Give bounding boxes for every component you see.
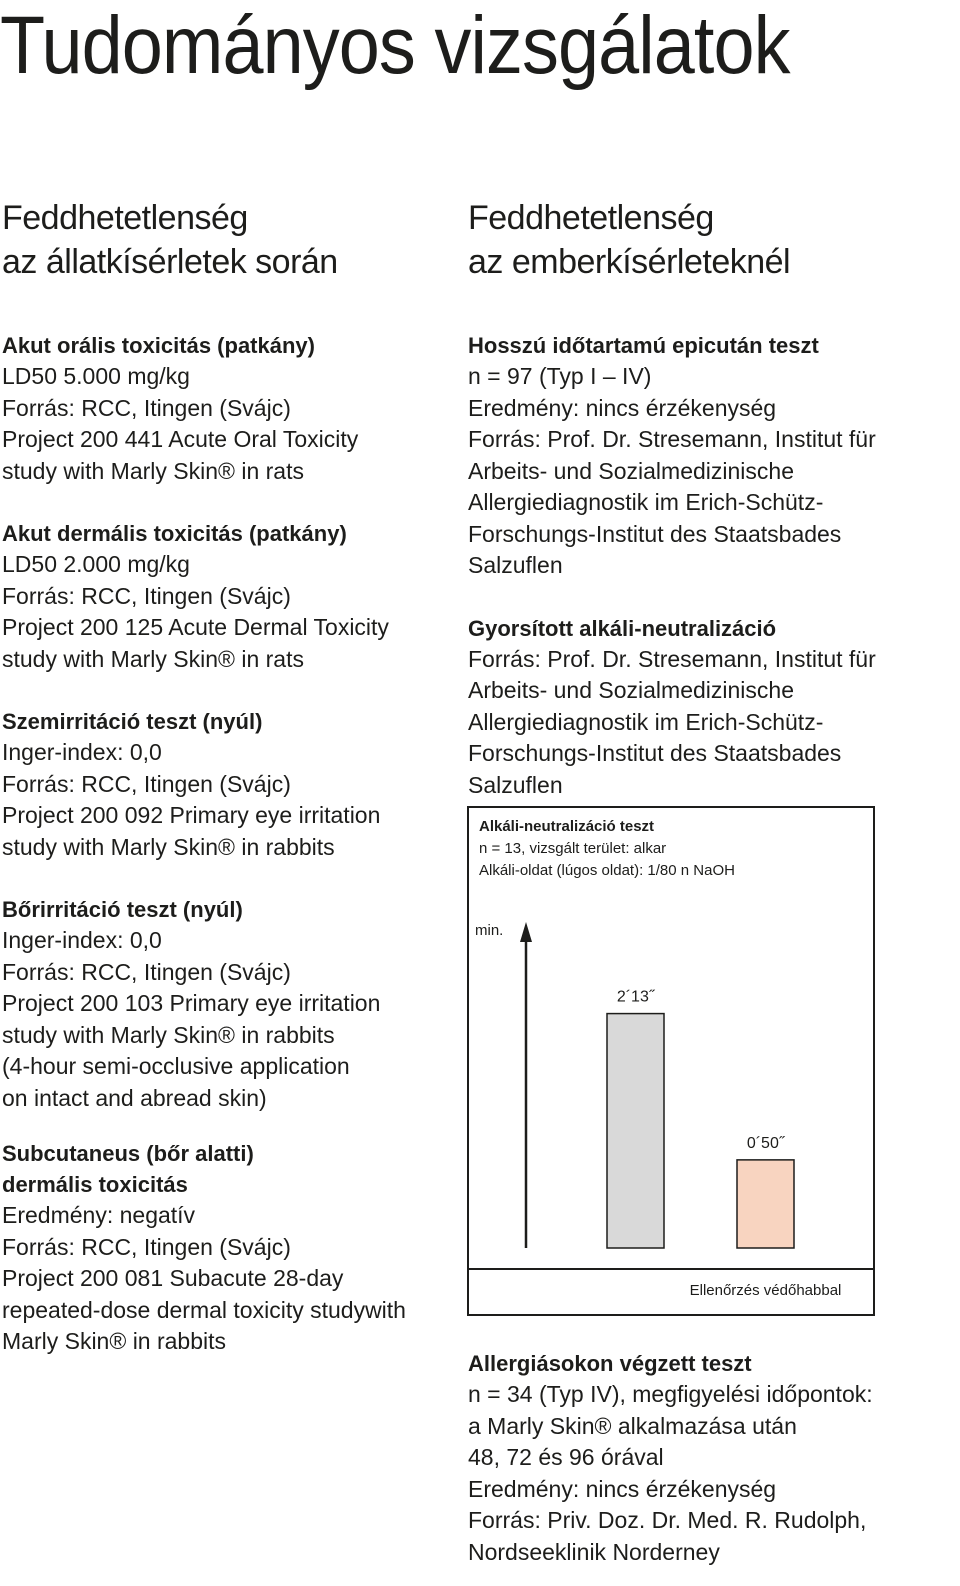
x-category-label: Ellenőrzés védőhabbal	[689, 1282, 842, 1299]
section-title: Gyorsított alkáli-neutralizáció	[468, 615, 777, 641]
right-heading	[468, 196, 938, 284]
left-column-bottom	[2, 1138, 442, 1358]
section-line: Project 200 081 Subacute 28-day	[2, 1265, 344, 1291]
right-heading-line-1: Feddhetetlenség	[468, 199, 714, 237]
section-title: Subcutaneus (bőr alatti)	[2, 1141, 254, 1166]
chart-subtitle-line: n = 13, vizsgált terület: alkar	[479, 840, 667, 857]
section-title: Bőrirritáció teszt (nyúl)	[2, 897, 243, 922]
section-line: study with Marly Skin® in rats	[2, 645, 304, 672]
section-line: Forrás: RCC, Itingen (Svájc)	[2, 770, 291, 797]
right-column-bottom	[468, 1348, 938, 1568]
section-title: Szemirritáció teszt (nyúl)	[2, 709, 263, 734]
section-line: Forrás: Prof. Dr. Stresemann, Institut für	[468, 645, 876, 672]
section-line: Salzuflen	[468, 771, 563, 798]
page-title: Tudományos vizsgálatok	[0, 0, 790, 91]
section-line: Forschungs-Institut des Staatsbades	[468, 740, 842, 766]
section-line: repeated-dose dermal toxicity studywith	[2, 1296, 406, 1323]
section-line: (4-hour semi-occlusive application	[2, 1053, 350, 1079]
chart-plot	[469, 808, 873, 1314]
section-line: Marly Skin® in rabbits	[2, 1328, 227, 1354]
section-line: study with Marly Skin® in rats	[2, 457, 304, 484]
y-axis-arrow-icon	[520, 922, 532, 942]
section-allergy-test	[468, 1348, 938, 1568]
right-heading-line-2: az emberkísérleteknél	[468, 243, 791, 281]
section-line: Project 200 441 Acute Oral Toxicity	[2, 426, 359, 452]
y-axis-label: min.	[475, 922, 504, 939]
section-eye-irritation	[2, 706, 442, 863]
bar	[737, 1160, 794, 1248]
section-title: Akut dermális toxicitás (patkány)	[2, 521, 347, 546]
section-line: Project 200 092 Primary eye irritation	[2, 802, 381, 828]
section-line: Project 200 103 Primary eye irritation	[2, 990, 381, 1016]
section-line: Forrás: RCC, Itingen (Svájc)	[2, 582, 291, 609]
section-line: Forrás: RCC, Itingen (Svájc)	[2, 958, 291, 985]
bar-value-label: 2´13˝	[616, 988, 655, 1006]
section-line: Arbeits- und Sozialmedizinische	[468, 677, 794, 703]
section-line: Eredmény: negatív	[2, 1202, 196, 1228]
section-line: 48, 72 és 96 órával	[468, 1444, 664, 1470]
section-line: Arbeits- und Sozialmedizinische	[468, 457, 794, 484]
section-title: Hosszú időtartamú epicután teszt	[468, 333, 819, 358]
section-line: n = 34 (Typ IV), megfigyelési időpontok:	[468, 1381, 873, 1407]
section-line: Allergiediagnostik im Erich-Schütz-	[468, 489, 824, 515]
section-line: Salzuflen	[468, 552, 563, 578]
section-line: Nordseeklinik Norderney	[468, 1538, 720, 1565]
left-heading-line-1: Feddhetetlenség	[2, 199, 248, 237]
section-skin-irritation	[2, 894, 442, 1114]
section-oral-toxicity	[2, 330, 442, 487]
section-epicutan-test	[468, 330, 938, 582]
section-line: Allergiediagnostik im Erich-Schütz-	[468, 708, 824, 735]
section-line: a Marly Skin® alkalmazása után	[468, 1412, 797, 1439]
left-column	[2, 196, 442, 1114]
section-line: Project 200 125 Acute Dermal Toxicity	[2, 614, 389, 640]
chart-title: Alkáli-neutralizáció teszt	[479, 818, 655, 835]
alkali-chart	[467, 806, 875, 1316]
section-line: LD50 5.000 mg/kg	[2, 363, 190, 389]
section-line: Forrás: Priv. Doz. Dr. Med. R. Rudolph,	[468, 1507, 867, 1533]
section-line: n = 97 (Typ I – IV)	[468, 363, 652, 389]
section-line: Forrás: RCC, Itingen (Svájc)	[2, 394, 291, 421]
section-line: Forschungs-Institut des Staatsbades	[468, 520, 842, 547]
section-alkali-neutralization	[468, 613, 938, 802]
section-line: Inger-index: 0,0	[2, 927, 162, 953]
section-line: Forrás: Prof. Dr. Stresemann, Institut für	[468, 426, 876, 452]
section-line: LD50 2.000 mg/kg	[2, 551, 190, 577]
section-title: Allergiásokon végzett teszt	[468, 1351, 752, 1376]
section-line: study with Marly Skin® in rabbits	[2, 1021, 335, 1048]
section-subcutaneous	[2, 1138, 442, 1358]
section-line: Forrás: RCC, Itingen (Svájc)	[2, 1233, 291, 1260]
bar	[607, 1014, 664, 1248]
section-title: Akut orális toxicitás (patkány)	[2, 333, 315, 358]
section-line: Eredmény: nincs érzékenység	[468, 394, 777, 421]
left-heading-line-2: az állatkísérletek során	[2, 243, 338, 281]
chart-subtitle-line: Alkáli-oldat (lúgos oldat): 1/80 n NaOH	[479, 862, 735, 879]
section-line: on intact and abread skin)	[2, 1084, 267, 1111]
section-line: study with Marly Skin® in rabbits	[2, 833, 335, 860]
section-line: Eredmény: nincs érzékenység	[468, 1475, 777, 1502]
section-title: dermális toxicitás	[2, 1172, 188, 1197]
section-line: Inger-index: 0,0	[2, 739, 162, 765]
bar-value-label: 0´50˝	[746, 1134, 785, 1152]
left-heading	[2, 196, 442, 284]
right-column	[468, 196, 938, 801]
section-dermal-toxicity	[2, 518, 442, 675]
